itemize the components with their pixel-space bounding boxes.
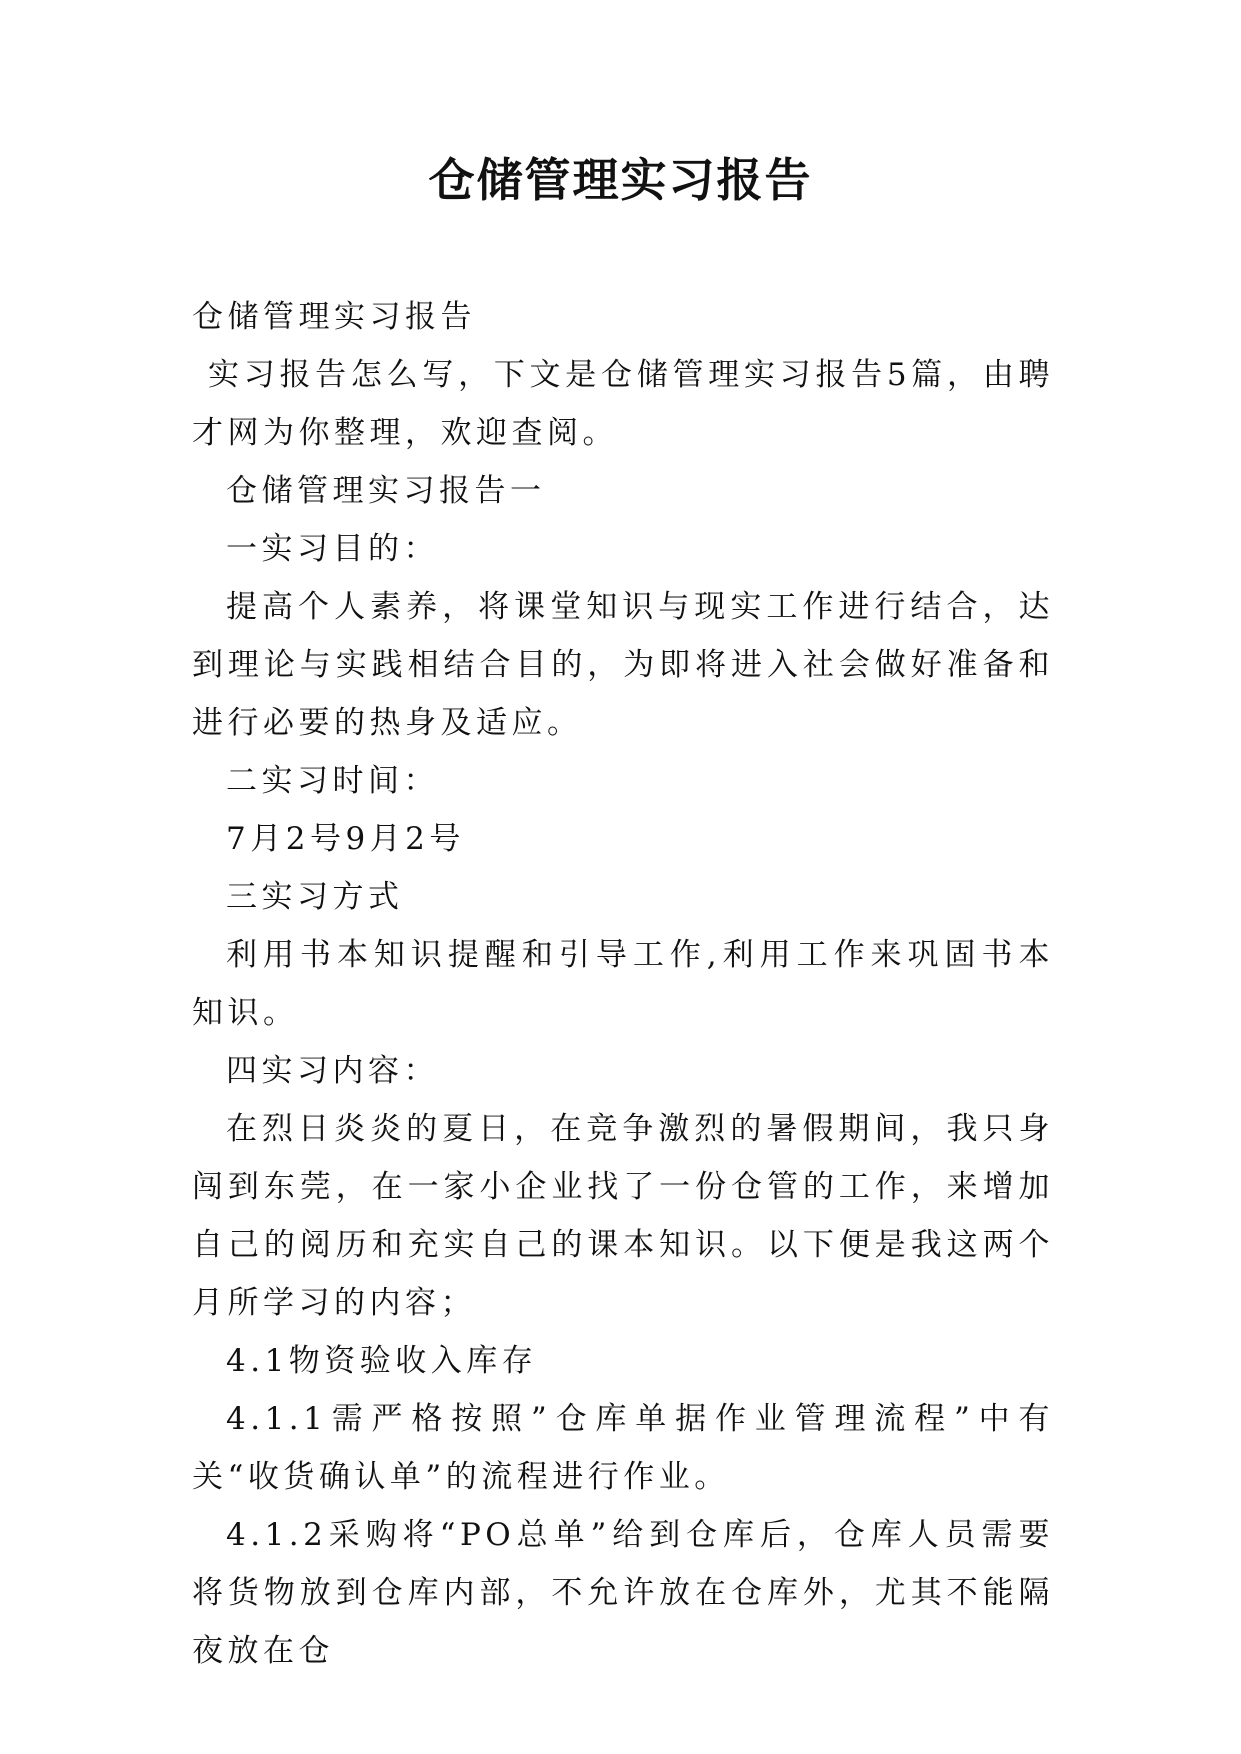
paragraph-report-one: 仓储管理实习报告一 [226,473,546,509]
document-title: 仓储管理实习报告 [428,153,813,207]
paragraph-method-text: 利用书本知识提醒和引导工作,利用工作来巩固书本知识。 [192,937,1054,1031]
paragraph-section-content: 四实习内容： [226,1053,439,1089]
paragraph-4-1-2: 4.1.2采购将“PO总单”给到仓库后，仓库人员需要将货物放到仓库内部，不允许放在仓库外，尤其不能隔夜放在仓 [192,1517,1054,1669]
paragraph-section-purpose: 一实习目的： [226,531,439,567]
paragraph-4-1-1: 4.1.1需严格按照”仓库单据作业管理流程”中有关“收货确认单”的流程进行作业。 [192,1401,1054,1495]
paragraph-section-time: 二实习时间： [226,763,439,799]
paragraph-section-4-1: 4.1物资验收入库存 [226,1343,538,1379]
paragraph-section-method: 三实习方式 [226,879,404,915]
paragraph-heading: 仓储管理实习报告 [192,299,476,335]
paragraph-purpose-text: 提高个人素养，将课堂知识与现实工作进行结合，达到理论与实践相结合目的，为即将进入社会做好准备和进行必要的热身及适应。 [192,589,1054,741]
paragraph-time-text: 7月2号9月2号 [226,821,465,857]
paragraph-content-text: 在烈日炎炎的夏日，在竞争激烈的暑假期间，我只身闯到东莞，在一家小企业找了一份仓管的工作，来增加自己的阅历和充实自己的课本知识。以下便是我这两个月所学习的内容； [192,1111,1054,1321]
paragraph-intro: 实习报告怎么写，下文是仓储管理实习报告5篇，由聘才网为你整理，欢迎查阅。 [192,357,1054,451]
document-body [192,288,1054,1680]
